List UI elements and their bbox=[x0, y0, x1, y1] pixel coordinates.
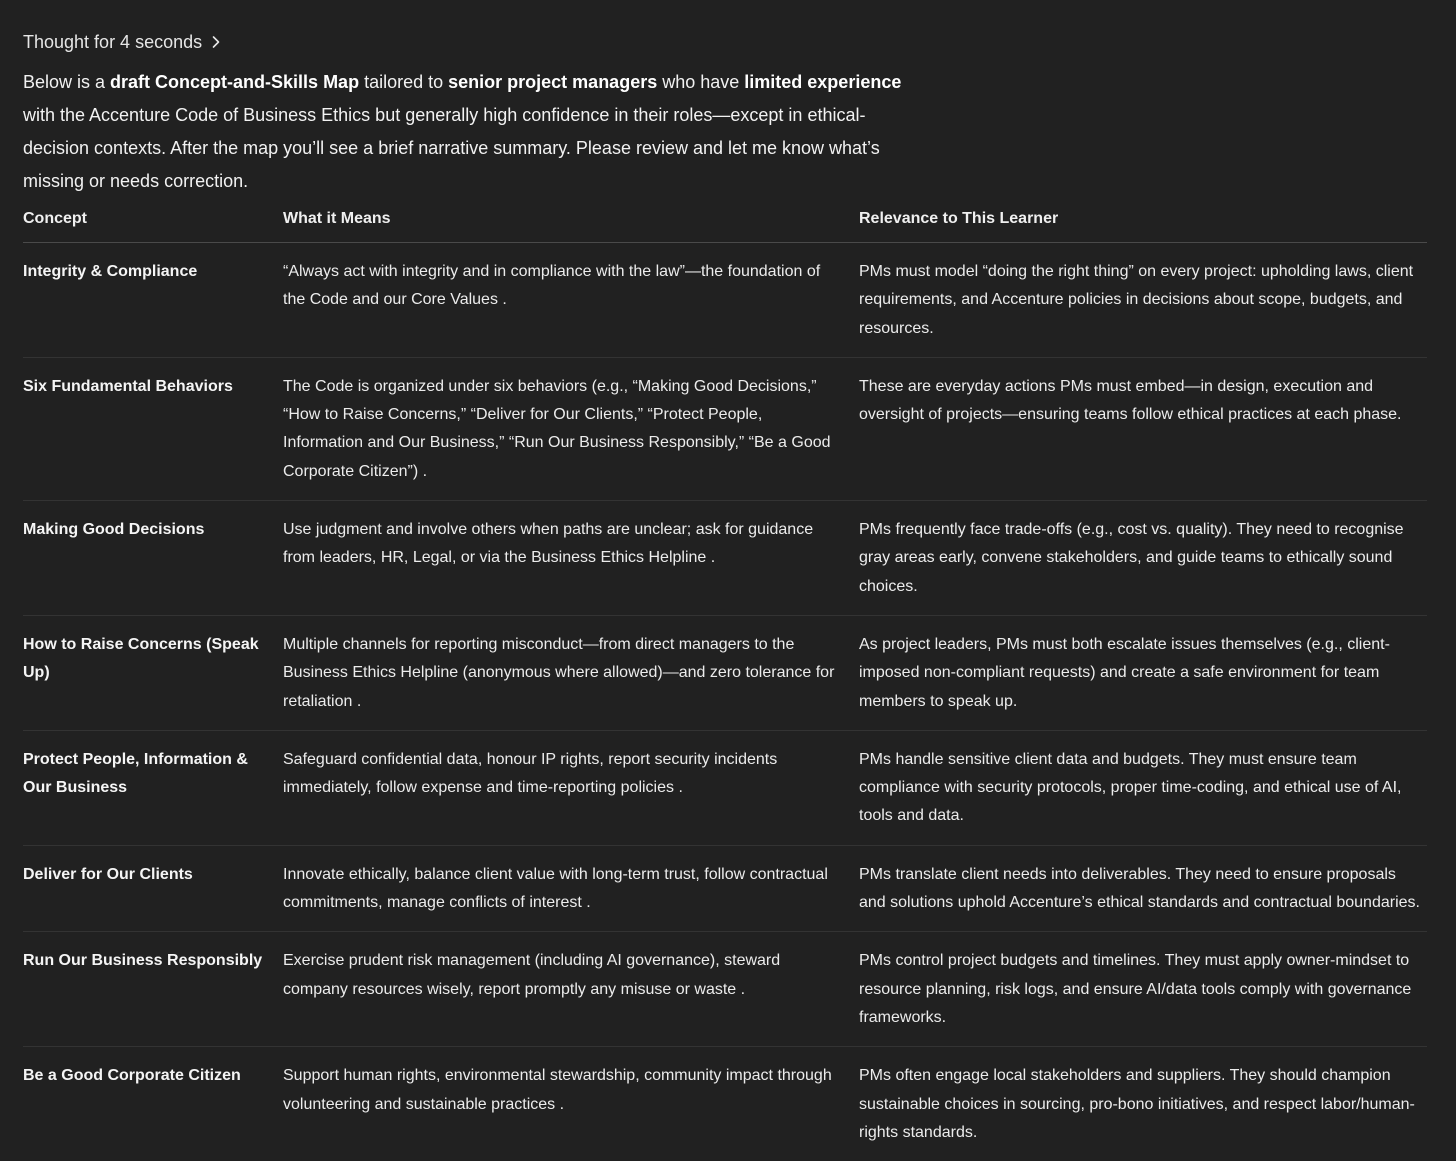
table-row bbox=[23, 1047, 1427, 1161]
table-row bbox=[23, 243, 1427, 358]
cell-means: Support human rights, environmental stewardship, community impact through volunteering and sustainable practices . bbox=[283, 1067, 832, 1113]
cell-concept: Be a Good Corporate Citizen bbox=[23, 1067, 241, 1085]
cell-means: Use judgment and involve others when paths are unclear; ask for guidance from leaders, HR, Legal, or via the Business Ethics Helpline . bbox=[283, 501, 859, 616]
intro-bold: senior project managers bbox=[448, 72, 658, 92]
cell-concept: How to Raise Concerns (Speak Up) bbox=[23, 615, 283, 730]
cell-concept: Making Good Decisions bbox=[23, 501, 283, 616]
intro-text: tailored to bbox=[359, 72, 449, 92]
cell-means: Multiple channels for reporting misconduct—from direct managers to the Business Ethics Helpline (anonymous where allowed)—and zero tolerance for retaliation . bbox=[283, 615, 859, 730]
cell-concept: Protect People, Information & Our Business bbox=[23, 730, 283, 845]
cell-relevance: PMs frequently face trade-offs (e.g., cost vs. quality). They need to recognise gray areas early, convene stakeholders, and guide teams to ethically sound choices. bbox=[859, 501, 1427, 616]
intro-text: who have bbox=[657, 72, 745, 92]
table-row bbox=[23, 932, 1427, 1047]
cell-relevance: PMs translate client needs into deliverables. They need to ensure proposals and solutions uphold Accenture’s ethical standards and contractual boundaries. bbox=[859, 845, 1427, 932]
cell-means: “Always act with integrity and in compliance with the law”—the foundation of the Code and our Core Values . bbox=[283, 243, 859, 358]
cell-relevance: PMs control project budgets and timelines. They must apply owner-mindset to resource planning, risk logs, and ensure AI/data tools comply with governance frameworks. bbox=[859, 932, 1427, 1047]
table-row bbox=[23, 501, 1427, 616]
cell-relevance: These are everyday actions PMs must embed—in design, execution and oversight of projects—ensuring teams follow ethical practices at each phase. bbox=[859, 357, 1427, 500]
intro-paragraph bbox=[23, 66, 928, 198]
table-row bbox=[23, 615, 1427, 730]
cell-relevance: PMs handle sensitive client data and budgets. They must ensure team compliance with security protocols, proper time-coding, and ethical use of AI, tools and data. bbox=[859, 730, 1427, 845]
cell-relevance: PMs often engage local stakeholders and suppliers. They should champion sustainable choices in sourcing, pro-bono initiatives, and respect labor/human-rights standards. bbox=[859, 1067, 1415, 1141]
cell-means: The Code is organized under six behaviors (e.g., “Making Good Decisions,” “How to Raise Concerns,” “Deliver for Our Clients,” “Protect People, Information and Our Business,” “Run Our Business Responsibly,” “Be a Good Corporate Citizen”) . bbox=[283, 357, 859, 500]
header-what-it-means: What it Means bbox=[283, 210, 859, 243]
intro-bold: draft Concept-and-Skills Map bbox=[110, 72, 360, 92]
thought-label: Thought for 4 seconds bbox=[23, 31, 203, 52]
thought-toggle[interactable] bbox=[23, 28, 1427, 56]
intro-text: Below is a bbox=[23, 72, 111, 92]
cell-means: Exercise prudent risk management (including AI governance), steward company resources wisely, report promptly any misuse or waste . bbox=[283, 932, 859, 1047]
table-row bbox=[23, 730, 1427, 845]
table-row bbox=[23, 357, 1427, 500]
table-header-row bbox=[23, 210, 1427, 243]
message-container bbox=[23, 28, 1427, 1161]
concept-skills-table bbox=[23, 210, 1427, 1161]
cell-relevance: PMs must model “doing the right thing” on every project: upholding laws, client requirements, and Accenture policies in decisions about scope, budgets, and resources. bbox=[859, 243, 1427, 358]
intro-bold: limited experience bbox=[744, 72, 902, 92]
cell-means: Innovate ethically, balance client value with long-term trust, follow contractual commitments, manage conflicts of interest . bbox=[283, 845, 859, 932]
table-row bbox=[23, 845, 1427, 932]
cell-relevance: As project leaders, PMs must both escalate issues themselves (e.g., client-imposed non-compliant requests) and create a safe environment for team members to speak up. bbox=[859, 615, 1427, 730]
header-concept: Concept bbox=[23, 210, 283, 243]
cell-concept: Deliver for Our Clients bbox=[23, 845, 283, 932]
cell-means: Safeguard confidential data, honour IP rights, report security incidents immediately, follow expense and time-reporting policies . bbox=[283, 730, 859, 845]
cell-concept: Integrity & Compliance bbox=[23, 243, 283, 358]
cell-concept: Six Fundamental Behaviors bbox=[23, 357, 283, 500]
header-relevance: Relevance to This Learner bbox=[859, 210, 1427, 243]
chevron-right-icon bbox=[210, 35, 222, 49]
intro-text: with the Accenture Code of Business Ethics but generally high confidence in their roles—except in ethical-decision contexts. After the map you’ll see a brief narrative summary. Please review and let me know what’s missing or needs correction. bbox=[23, 105, 880, 191]
cell-concept: Run Our Business Responsibly bbox=[23, 932, 283, 1047]
